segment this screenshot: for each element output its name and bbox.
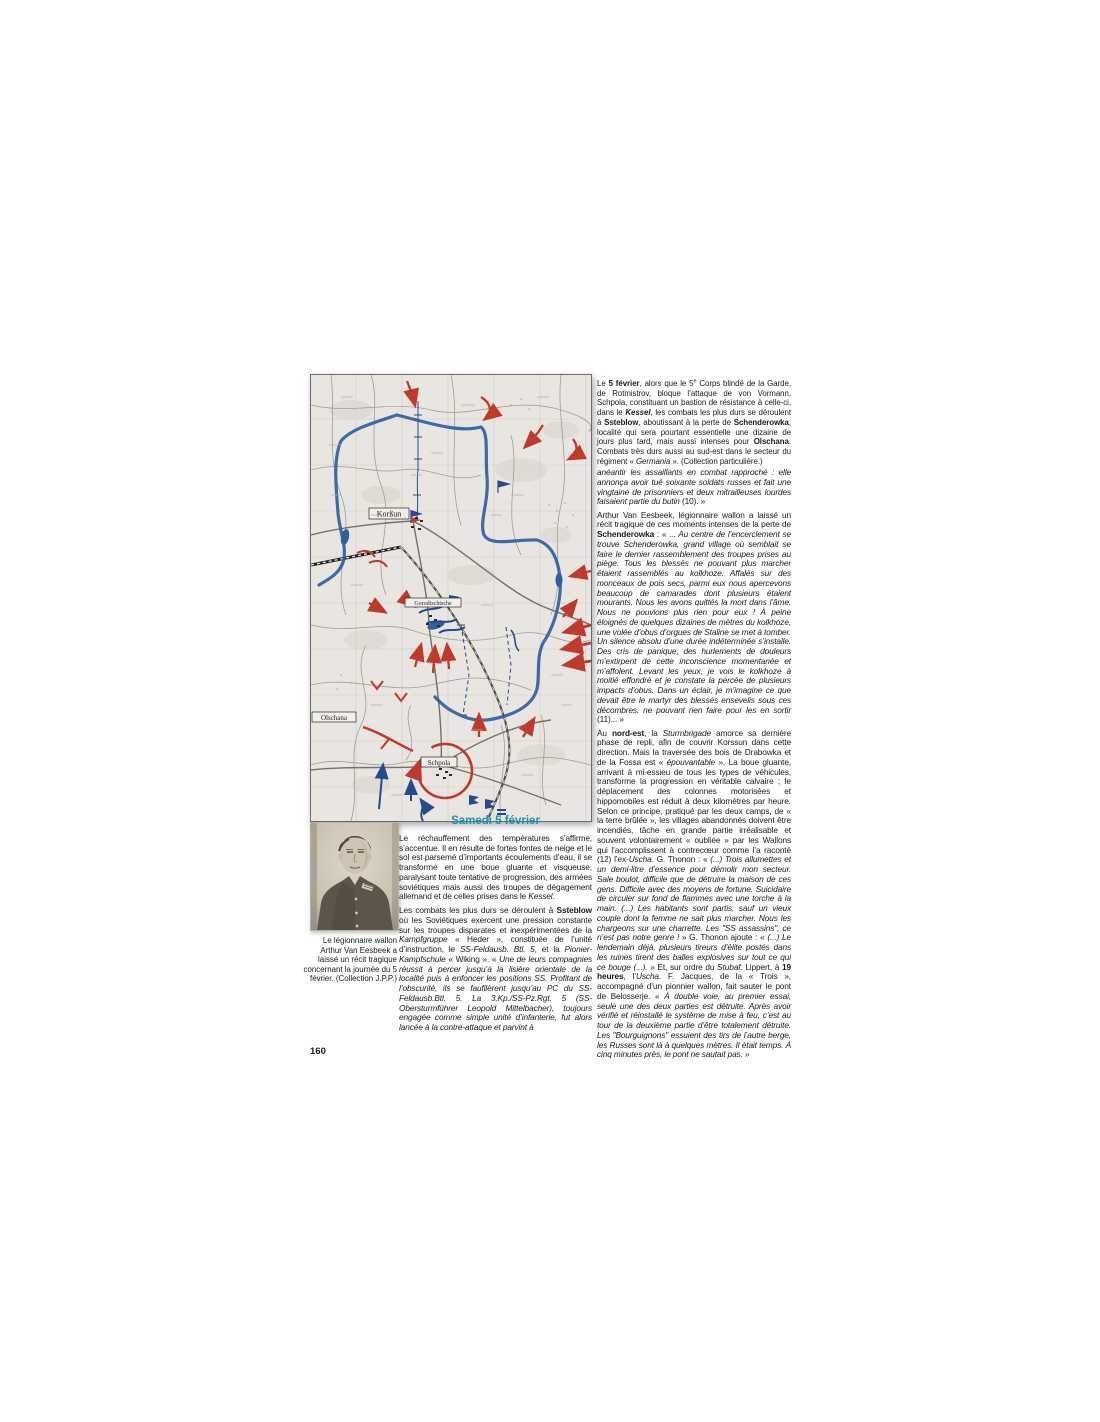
portrait-drawing	[311, 823, 398, 930]
paragraph-quote-continuation: anéantir les assaillants en combat rapproché : elle annonça avoir tué soixante soldats russes et fait une vingtaine de prisonniers et deux mitrailleuses lourdes faisaient partie du butin (10). »	[597, 467, 791, 507]
situation-map-drawing	[311, 375, 591, 821]
map-caption: Le 5 février, alors que le 5e Corps blindé de la Garde, de Rotmistrov, bloque l’attaque de von Vormann, Schpola, constituant un bastion de résistance à celle-ci, dans le Kessel, les combats les plus durs se déroulent à Ssteblow, aboutissant à la perte de Schenderowka, localité qui sera pourtant essentielle une dizaine de jours plus tard, mais aussi intenses pour Olschana. Combats très durs aussi au sud-est dans le secteur du régiment « Germania ». (Collection particulière.)	[597, 378, 791, 466]
portrait-photo	[310, 822, 399, 931]
paragraph-weather: Le réchauffement des températures s’affirme, s’accentue. Il en résulte de fortes fontes de neige et le sol est parsemé d’importants écoulements d’eau, il se transforme en une boue gluante et visqueuse, paralysant toute tentative de progression, des armées soviétiques mais aussi des troupes de dégagement allemand et de celles prises dans le Kessel.	[399, 832, 592, 902]
right-column	[597, 468, 791, 1064]
map-label-schpola: Schpola	[427, 758, 451, 767]
situation-map	[310, 374, 592, 822]
page-number: 160	[310, 1046, 326, 1057]
section-heading: Samedi 5 février	[451, 815, 540, 827]
paragraph-ssteblow: Les combats les plus durs se déroulent à Ssteblow où les Soviétiques exercent une pression constante sur les troupes disparates et inexpérimentées de la Kampfgruppe « Heder », constituée de l’unité d’instruction, le SS-Feldausb. Btl. 5, et la Pionier-Kampfschule « Wiking ». « Une de leurs compagnies réussit à percer jusqu’à la lisière orientale de la localité puis à enfoncer les positions SS. Profitant de l’obscurité, ils se faufilèrent jusqu’au PC du SS-Feldausb.Btl. 5. La 3.Kp./SS-Pz.Rgt. 5 (SS-Obersturmführer Leopold Mittelbacher), toujours engagée comme simple unité d’infanterie, fut alors lancée à la contre-attaque et parvint à	[399, 905, 592, 1032]
map-label-korsun: Korßun	[376, 509, 402, 519]
map-label-olschana: Olschana	[320, 713, 348, 722]
map-label-gorodischtsche: Gorodischtsche	[414, 601, 452, 607]
left-column	[399, 817, 592, 1037]
paragraph-van-eesbeek-account: Arthur Van Eesbeek, légionnaire wallon a laissé un récit tragique de ces moments intenses de la perte de Schenderowka : « ... Au centre de l’encerclement se trouve Schenderowka, grand village où semblait se faire le dernier rassemblement des troupes prises au piège. Tous les blessés ne pouvant plus marcher étaient rassemblés au kolkhoze. Affalés sur des monceaux de pois secs, parmi eux nous apercevons beaucoup de camarades dont plusieurs étaient mourants. Nous les avons quittés la mort dans l’âme. Nous ne pouvions plus rien pour eux ! À peine éloignés de quelques dizaines de mètres du kolkhoze, une volée d’obus d’orgues de Staline se met à tomber. Un silence absolu d’une durée indéterminée s’installe. Des cris de panique, des hurlements de douleurs m’extirpent de cette inconscience momentanée et m’affolent. Levant les yeux, je vois le kolkhoze à moitié effondré et je constate la percée de plusieurs impacts d’obus. Dans un éclair, je m’imagine ce que devait être le martyr des blessés ensevelis sous ces décombres, ne pouvant rien faire pour les en sortir (11)... »	[597, 509, 791, 725]
paragraph-nord-est: Au nord-est, la Sturmbrigade amorce sa dernière phase de repli, afin de couvrir Korssun dans cette direction. Mais la traversée des bois de Drabowka et de la Fossa est « épouvantable ». La boue gluante, arrivant à mi-essieu de tous les types de véhicules, transforme la progression en véritable calvaire ; le déplacement des colonnes motorisées et hippomobiles est réduit à deux kilomètres par heure. Selon ce principe, pratiqué par les deux camps, de « la terre brûlée », les villages abandonnés doivent être incendiés, tâche en grande partie irréalisable et souvent volontairement « oubliée » par les Wallons qui l’accomplissent à contrecœur comme l’a raconté (12) l’ex-Uscha. G. Thonon : « (...) Trois allumettes et un demi-litre d’essence pour démolir mon secteur. Sale boulot, difficile que de détruire la maison de ces gens. Difficile avec des moyens de fortune. Suicidaire de circuler sur fond de flammes avec une torche à la main. (...) Les habitants sont partis, sauf un vieux couple dont la femme ne sait plus marcher. Nous les chargeons sur une charrette. Les "SS assassins", ce n’est pas notre genre ! » G. Thonon ajoute : « (...) Le lendemain déjà, plusieurs tireurs d’élite postés dans les ruines tirent des balles explosives sur tout ce qui ce bouge (...). » Et, sur ordre du Stubaf. Lippert, à 19 heures, l’Uscha. F. Jacques, de la « Trois », accompagné d’un pionnier wallon, fait sauter le pont de Belosserje. « À double voie, au premier essai, seule une des deux parties est détruite. Après avoir vérifié et réinstallé le système de mise à feu, c’est au tour de la deuxième partie d’être totalement détruite. Les "Bourguignons" essuient des tirs de l’autre berge, les Russes sont là à quelques mètres. Il était temps. À cinq minutes près, le pont ne sautait pas. »	[597, 727, 792, 1060]
photo-caption: Le légionnaire wallon Arthur Van Eesbeek a laissé un récit tragique concernant la journée du 5 février. (Collection J.P.P.)	[303, 936, 397, 984]
